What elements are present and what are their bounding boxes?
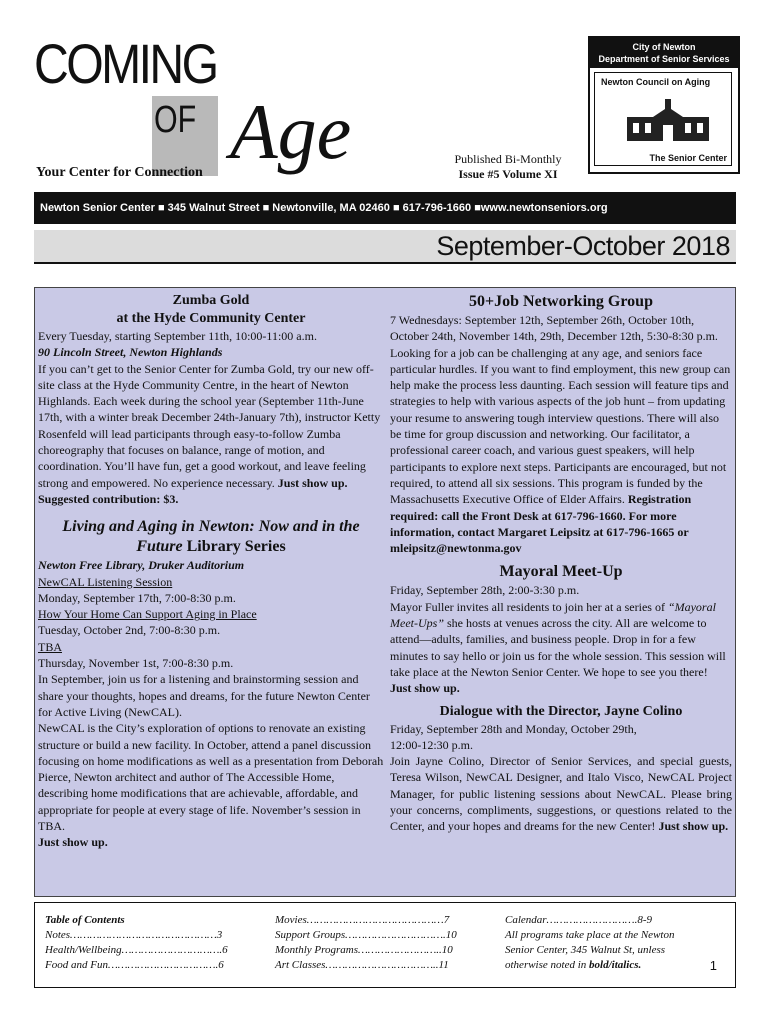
toc-column-3 [505,913,674,973]
published-frequency: Published Bi-Monthly [454,152,562,166]
table-of-contents [34,902,736,988]
council-name: Newton Council on Aging [601,77,711,87]
living-event2-title: How Your Home Can Support Aging in Place [38,607,257,622]
department-name: Department of Senior Services [598,54,730,64]
department-logo [588,36,740,174]
mayoral-body [390,599,732,697]
toc-note-pre: otherwise noted in [505,959,587,971]
living-body1: In September, join us for a listening and brainstorming session and share your thoughts, hopes and dreams, for the future Newton Center for Active Living (NewCAL). [38,672,370,719]
dialogue-title: Dialogue with the Director, Jayne Colino [439,703,683,719]
right-column [390,292,732,835]
page-number: 1 [709,958,717,973]
dialogue-just-show-up: Just show up. [658,819,729,834]
toc-entry: Notes………………………………………3 [45,929,223,941]
living-title-line1: Living and Aging in Newton: Now and in the [62,518,360,536]
masthead-title-of: OF [154,99,197,141]
toc-entry: Calendar……………………….8-9 [505,914,652,926]
masthead-title-coming: COMING [34,32,217,95]
toc-entry: Movies……………………………………7 [275,914,450,926]
living-title-future: Future [136,538,183,556]
zumba-body [38,361,384,491]
toc-note-bold: bold/italics. [589,959,642,971]
address-bar: Newton Senior Center ■ 345 Walnut Street ■ Newtonville, MA 02460 ■ 617-796-1660 ■www.newtonseniors.org [34,192,736,224]
toc-note-line1: All programs take place at the Newton [505,929,675,941]
living-just-show-up: Just show up. [38,835,108,850]
toc-entry: Support Groups………………………….10 [275,929,457,941]
publication-info [438,152,578,182]
toc-column-2 [275,913,457,973]
living-event1-title: NewCAL Listening Session [38,574,173,589]
masthead-logo [34,34,364,184]
issue-volume: Issue #5 Volume XI [458,167,558,181]
job-schedule: 7 Wednesdays: September 12th, September 26th, October 10th, October 24th, November 14th, 29th, December 12th, 5:30-8:30 p.m. [390,313,718,344]
dialogue-time2: 12:00-12:30 p.m. [390,737,473,752]
issue-date-bar [34,230,736,264]
living-title-line2 [38,537,384,557]
zumba-contribution: Suggested contribution: $3. [38,491,179,506]
job-body-text: Looking for a job can be challenging at any age, and seniors face particular hurdles. If you want to find employment, this new group can help make the process less daunting. Each session will feature tips and strategies to help with various aspects of the job hunt – from updating your resume to answering tough interview questions. There will also be time for group discussion and networking. Our facilitator, a professional career coach, and various guest speakers, will help participants to explore next steps. Participants are encouraged, but not required, to attend all six sessions. This program is funded by the Massachusetts Executive Office of Elder Affairs. [390,345,731,507]
toc-entry: Health/Wellbeing………………………….6 [45,944,228,956]
mayoral-body-post: she hosts at venues across the city. All are welcome to attend—adults, families, and business people. Drop in for a few minutes to say hello or join us for the whole session. This session will take place at the Newton Senior Center. We hope to see you there! [390,616,726,679]
zumba-just-show-up: Just show up. [277,475,348,490]
mayoral-title: Mayoral Meet-Up [499,563,623,581]
mayoral-body-italic: “Mayoral Meet-Ups” [390,599,716,631]
living-title-series: Library Series [186,538,286,556]
living-event1-time: Monday, September 17th, 7:00-8:30 p.m. [38,590,236,605]
zumba-location: 90 Lincoln Street, Newton Highlands [38,345,223,360]
living-event3-time: Thursday, November 1st, 7:00-8:30 p.m. [38,656,234,671]
living-event2-time: Tuesday, October 2nd, 7:00-8:30 p.m. [38,623,221,638]
toc-note-line2: Senior Center, 345 Walnut St, unless [505,944,666,956]
mayoral-just-show-up: Just show up. [390,681,460,696]
senior-center-label: The Senior Center [649,153,727,163]
mayoral-body-pre: Mayor Fuller invites all residents to join her at a series of [390,599,665,614]
zumba-title: Zumba Gold [172,293,250,308]
toc-column-1 [45,913,228,973]
zumba-subtitle: at the Hyde Community Center [116,311,306,326]
living-location: Newton Free Library, Druker Auditorium [38,558,245,573]
toc-entry: Monthly Programs……………………..10 [275,944,453,956]
masthead-title-age: Age [230,88,352,175]
issue-date: September-October 2018 [436,231,730,261]
living-body2: NewCAL is the City’s exploration of options to renovate an existing structure or build a new facility. In October, attend a panel discussion focusing on home modifications as well as a presentation from Deborah Pierce, Newton architect and author of The Accessible Home, describing home modifications that are achievable, affordable, and appropriate for people at every stage of life. November’s session in TBA. [38,721,384,834]
living-event3-title: TBA [38,639,62,654]
job-registration: Registration required: call the Front Desk at 617-796-1660. For more information, contact Margaret Leipsitz at 617-796-1665 or mleipsitz@newtonma.gov [390,492,692,556]
toc-entry: Art Classes……………………………..11 [275,959,449,971]
masthead-tagline: Your Center for Connection [36,165,203,180]
zumba-body-text: If you can’t get to the Senior Center for Zumba Gold, try our new off-site class at the Hyde Community Centre, in the heart of Newton Highlands. Each week during the school year (September 11th-June 17th, with a winter break December 24th-January 7th), instructor Ketty Rosenfeld will lead participants through easy-to-follow Zumba choreography that focuses on balance, range of motion, and coordination. You’ll have fun, get a good workout, and leave feeling strong and empowered. No experience necessary. [38,361,381,490]
department-city: City of Newton [632,42,696,52]
council-box [594,72,732,166]
mayoral-time: Friday, September 28th, 2:00-3:30 p.m. [390,583,580,598]
left-column [38,292,384,851]
toc-heading: Table of Contents [45,914,125,926]
toc-note-line3 [505,958,674,973]
dialogue-body-text: Join Jayne Colino, Director of Senior Services, and special guests, Teresa Wilson, NewCAL Designer, and Italo Visco, NewCAL Project Manager, for public listening sessions about NewCAL. Please bring your concerns, compliments, suggestions, or questions related to the Center, and your hopes and dreams for the new Center! [390,754,732,834]
dialogue-time1: Friday, September 28th and Monday, October 29th, [390,721,637,736]
toc-entry: Food and Fun…………………………….6 [45,959,224,971]
senior-center-building-icon [623,99,713,143]
department-header [590,38,738,68]
job-body [390,345,732,557]
dialogue-body [390,753,732,834]
zumba-schedule: Every Tuesday, starting September 11th, 10:00-11:00 a.m. [38,329,317,343]
job-title: 50+Job Networking Group [469,293,653,310]
